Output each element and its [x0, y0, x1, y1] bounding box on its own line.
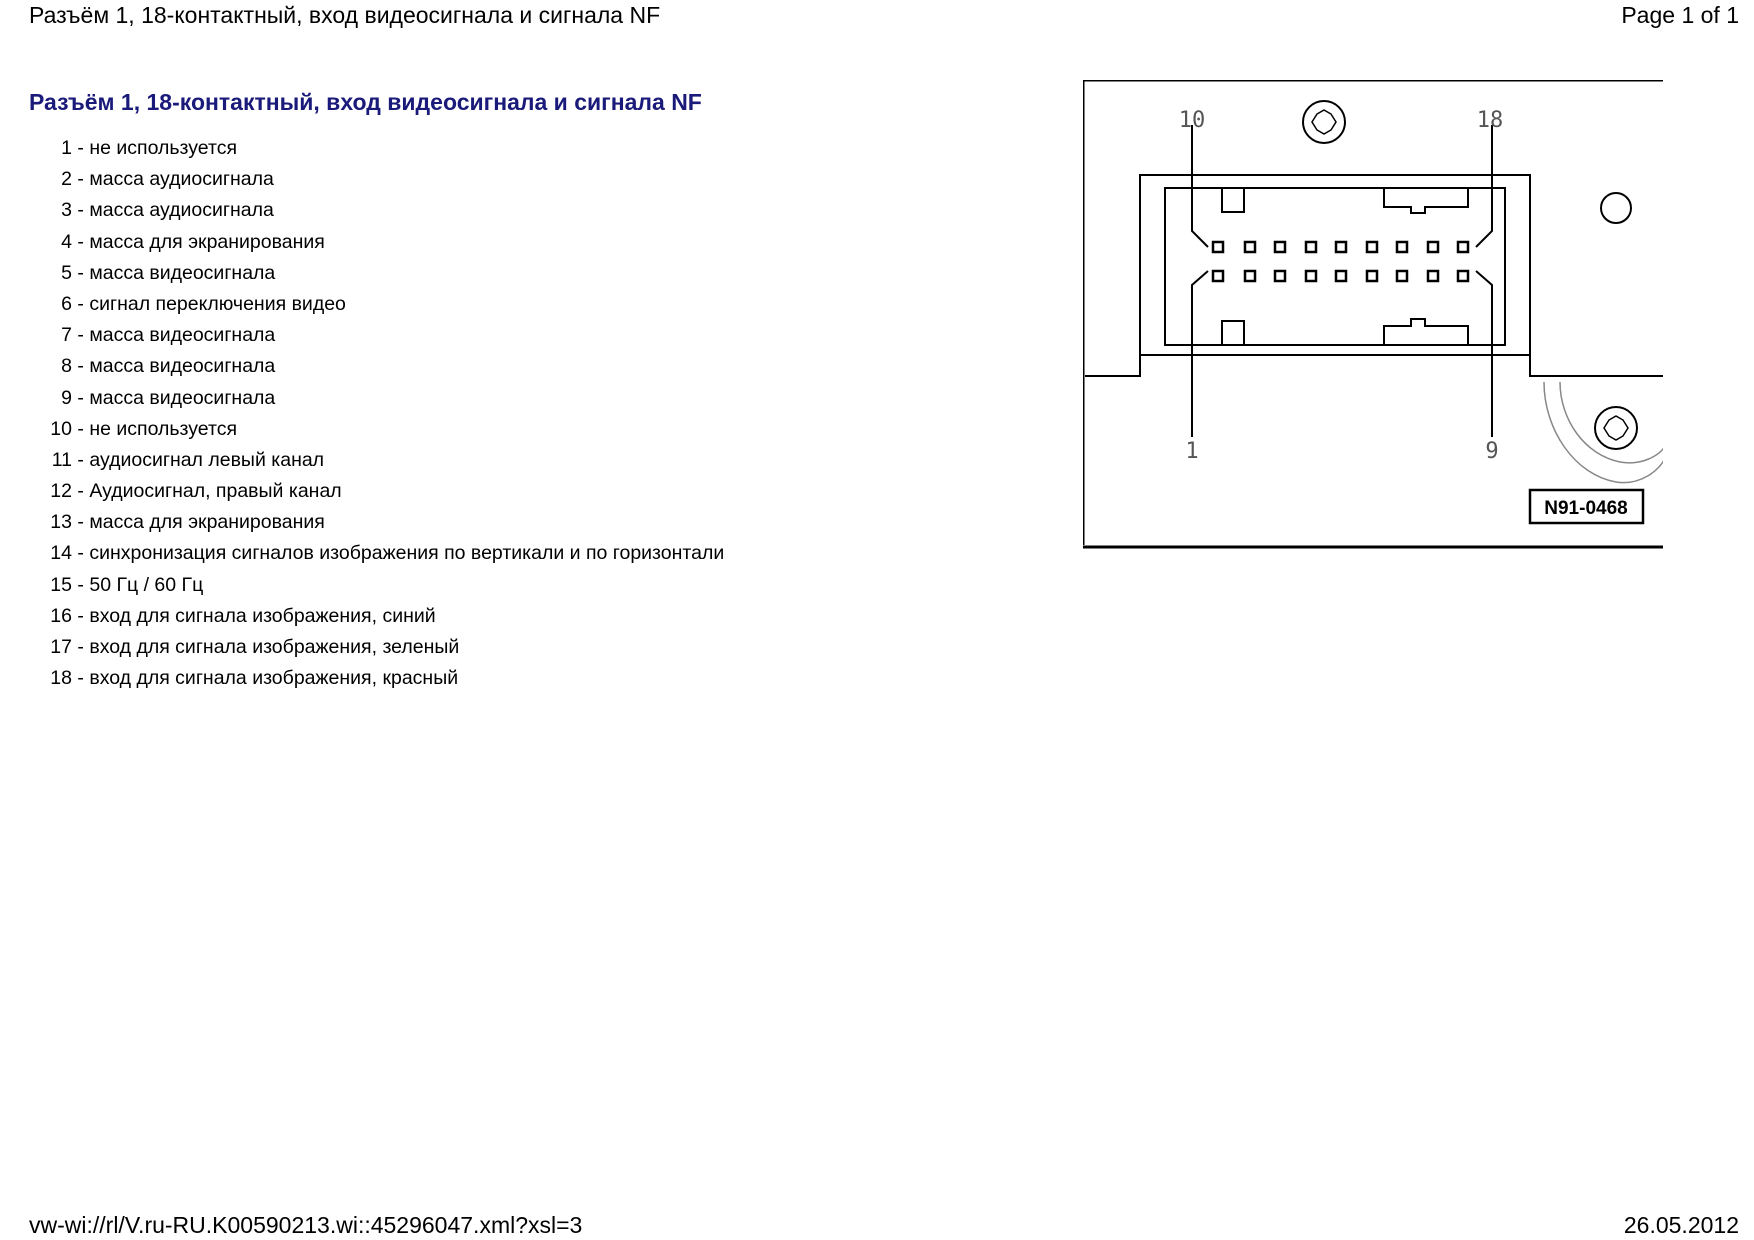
connector-pin: [1275, 271, 1285, 281]
connector-pin: [1336, 271, 1346, 281]
pin-number: 8: [61, 355, 72, 378]
connector-pin: [1428, 271, 1438, 281]
pin-number: 16: [50, 604, 72, 627]
connector-pin: [1428, 242, 1438, 252]
pin-description: аудиосигнал левый канал: [89, 448, 325, 471]
page-header-title: Разъём 1, 18-контактный, вход видеосигнала и сигнала NF: [29, 2, 661, 28]
pin-item: 3 - масса аудиосигнала: [0, 195, 724, 226]
document-title: Разъём 1, 18-контактный, вход видеосигнала и сигнала NF: [29, 89, 702, 115]
pin-number: 1: [61, 137, 72, 159]
pin-number: 4: [61, 230, 72, 253]
figure-label-pin-10: 10: [1178, 108, 1206, 133]
baseplate-line: [1085, 355, 1663, 376]
connector-body: [1165, 188, 1505, 345]
pin-description: масса видеосигнала: [89, 261, 276, 284]
figure-label-pin-18: 18: [1476, 108, 1504, 133]
pin-description: масса аудиосигнала: [89, 199, 274, 222]
screw-mount-arc-inner: [1560, 382, 1663, 463]
connector-pin: [1367, 271, 1377, 281]
pin-item: 12 - Аудиосигнал, правый канал: [0, 476, 724, 507]
pin-number: 18: [50, 667, 72, 690]
pin-item: 18 - вход для сигнала изображения, красный: [0, 663, 724, 694]
connector-pin: [1336, 242, 1346, 252]
pin-item: 10 - не используется: [0, 414, 724, 445]
housing-outline: [1083, 80, 1663, 545]
pin-number: 15: [50, 573, 72, 596]
pin-number: 7: [61, 324, 72, 347]
pin-item: 15 - 50 Гц / 60 Гц: [0, 570, 724, 601]
screw-bottom-torx: [1604, 416, 1628, 440]
pin-assignment-list: [0, 133, 724, 694]
pin-item: 2 - масса аудиосигнала: [0, 164, 724, 195]
pin-description: синхронизация сигналов изображения по вертикали и по горизонтали: [89, 542, 725, 565]
screw-bottom: [1595, 407, 1637, 449]
connector-pin: [1397, 242, 1407, 252]
pin-description: масса для экранирования: [89, 230, 325, 253]
connector-pin: [1275, 242, 1285, 252]
figure-code: N91-0468: [1544, 498, 1628, 519]
pin-number: 9: [61, 386, 72, 409]
connector-pin: [1245, 242, 1255, 252]
figure-label-pin-9: 9: [1485, 439, 1499, 464]
pin-item: 8 - масса видеосигнала: [0, 351, 724, 382]
pin-item: 1 - не используется: [0, 133, 724, 164]
pin-description: масса для экранирования: [89, 511, 325, 534]
pin-number: 10: [50, 417, 72, 440]
connector-pin: [1306, 242, 1316, 252]
pin-number: 6: [61, 292, 72, 315]
key-bottom-left: [1222, 321, 1244, 345]
pin-description: масса аудиосигнала: [89, 168, 274, 191]
pin-number: 3: [61, 199, 72, 222]
key-bottom-right: [1384, 319, 1468, 345]
connector-pin: [1213, 271, 1223, 281]
connector-pin: [1245, 271, 1255, 281]
pin-description: 50 Гц / 60 Гц: [89, 573, 204, 596]
pin-description: вход для сигнала изображения, синий: [89, 604, 436, 627]
pin-number: 2: [61, 168, 72, 191]
pin-description: не используется: [89, 137, 238, 159]
pin-item: 14 - синхронизация сигналов изображения по вертикали и по горизонтали: [0, 538, 724, 569]
pin-description: вход для сигнала изображения, красный: [89, 667, 459, 690]
pin-item: 6 - сигнал переключения видео: [0, 289, 724, 320]
pin-item: 4 - масса для экранирования: [0, 227, 724, 258]
pin-description: сигнал переключения видео: [89, 292, 346, 315]
figure-label-pin-1: 1: [1185, 439, 1199, 464]
pin-item: 9 - масса видеосигнала: [0, 383, 724, 414]
pin-description: масса видеосигнала: [89, 324, 276, 347]
pin-number: 5: [61, 261, 72, 284]
pin-number: 17: [50, 636, 72, 658]
page-number: Page 1 of 1: [1621, 2, 1739, 28]
pin-item: 16 - вход для сигнала изображения, синий: [0, 601, 724, 632]
pin-item: 17 - вход для сигнала изображения, зеленый: [0, 632, 724, 663]
pin-description: вход для сигнала изображения, зеленый: [89, 636, 460, 658]
connector-pin: [1458, 271, 1468, 281]
pin-number: 13: [50, 511, 72, 534]
pin-number: 11: [51, 448, 72, 471]
pin-item: 5 - масса видеосигнала: [0, 258, 724, 289]
connector-pin: [1306, 271, 1316, 281]
pin-description: масса видеосигнала: [89, 355, 276, 378]
key-top-left: [1222, 188, 1244, 212]
pin-number: 14: [50, 542, 72, 565]
pin-description: не используется: [89, 417, 238, 440]
pin-number: 12: [50, 480, 72, 503]
pin-item: 11 - аудиосигнал левый канал: [0, 445, 724, 476]
footer-url: vw-wi://rl/V.ru-RU.K00590213.wi::45296047.xml?xsl=3: [29, 1212, 583, 1238]
pin-item: 7 - масса видеосигнала: [0, 320, 724, 351]
connector-shell: [1140, 175, 1530, 355]
connector-pin: [1367, 242, 1377, 252]
screw-top-torx: [1312, 110, 1336, 134]
connector-pin: [1213, 242, 1223, 252]
pin-item: 13 - масса для экранирования: [0, 507, 724, 538]
footer-date: 26.05.2012: [1623, 1212, 1739, 1238]
pin-description: Аудиосигнал, правый канал: [89, 480, 342, 503]
leader-line-18: [1476, 125, 1492, 247]
connector-diagram: [1083, 80, 1663, 550]
screw-top: [1303, 101, 1345, 143]
connector-pins: [1213, 242, 1468, 281]
mounting-hole: [1601, 193, 1631, 223]
connector-pin: [1458, 242, 1468, 252]
pin-description: масса видеосигнала: [89, 386, 276, 409]
key-top-right: [1384, 188, 1468, 213]
leader-line-10: [1192, 125, 1208, 247]
connector-pin: [1397, 271, 1407, 281]
